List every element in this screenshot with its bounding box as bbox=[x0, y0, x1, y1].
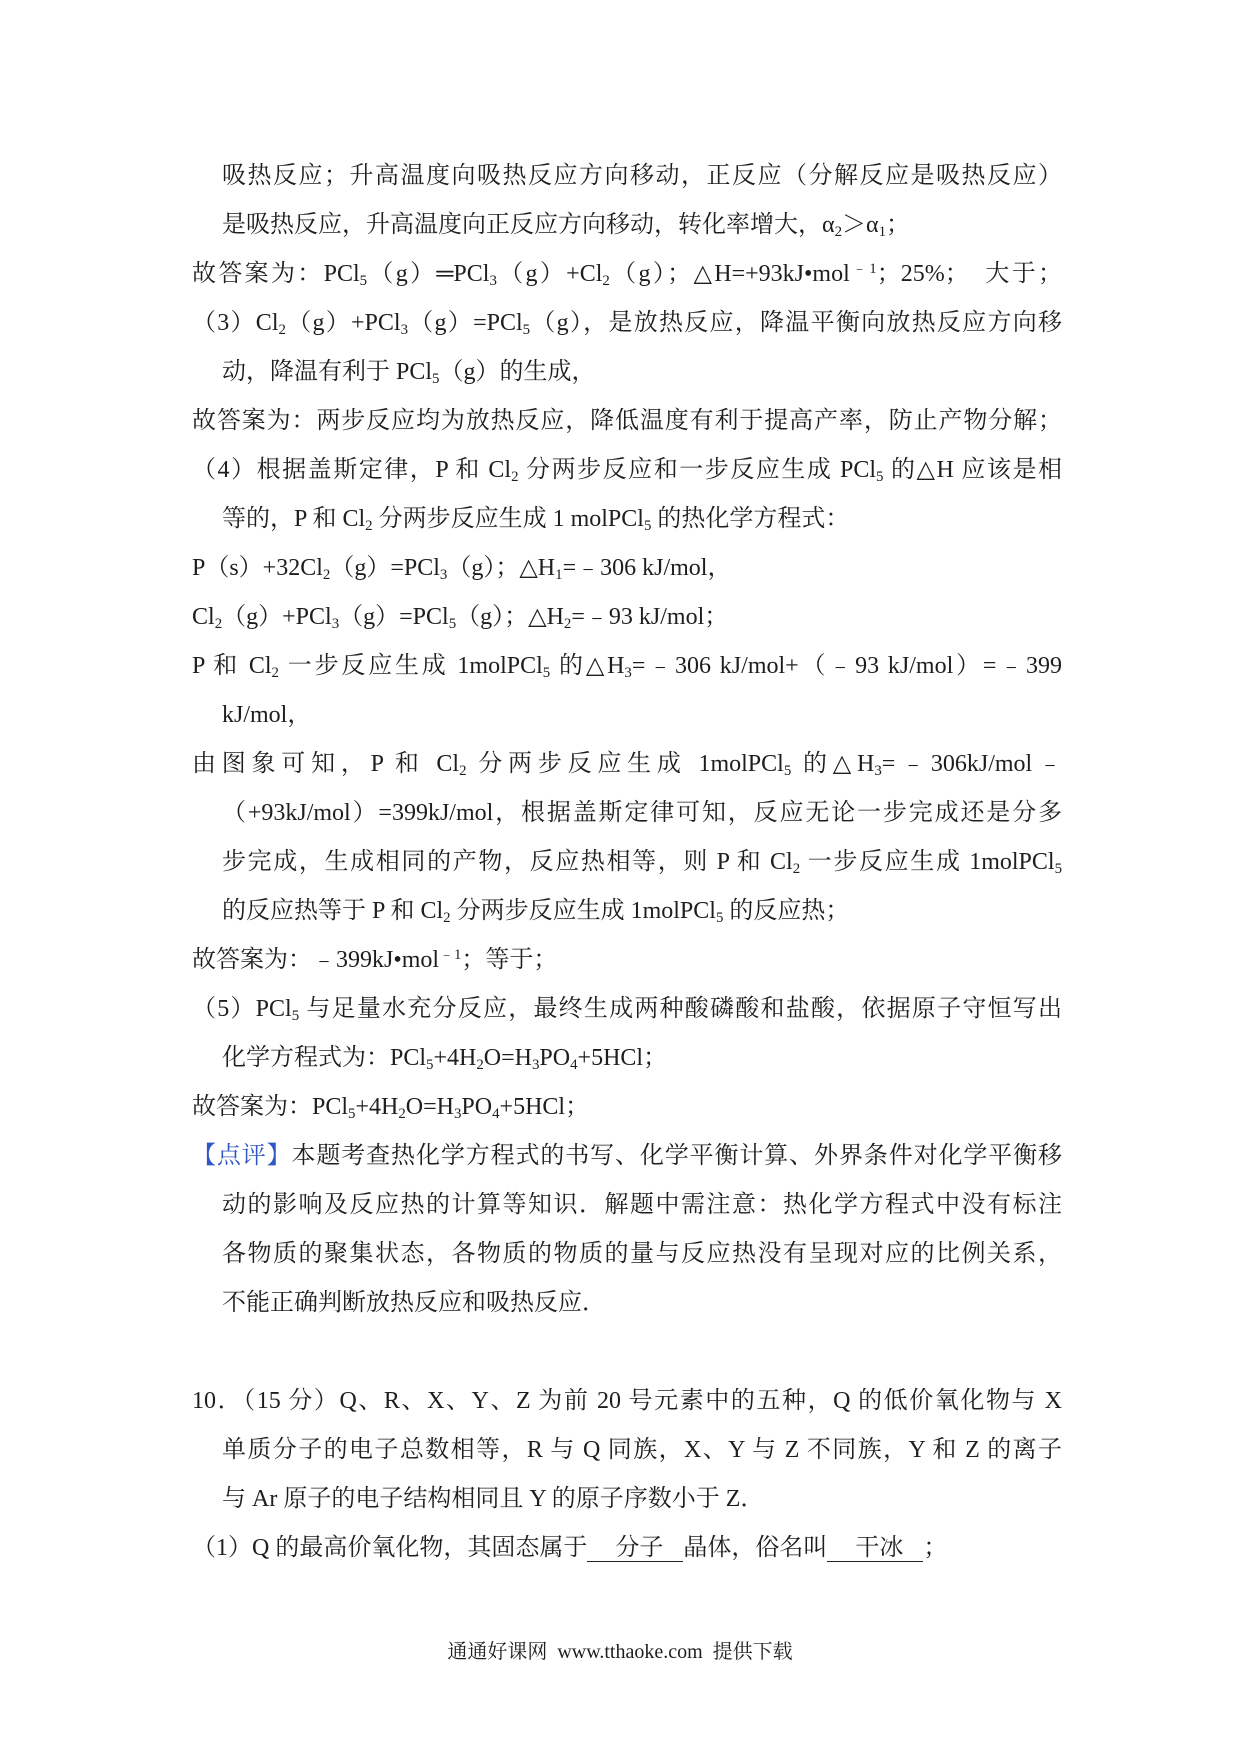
subscript: 2 bbox=[365, 518, 373, 535]
subscript: 3 bbox=[400, 322, 408, 339]
analysis-line: （+93kJ/mol）=399kJ/mol，根据盖斯定律可知，反应无论一步完成还是分多 bbox=[222, 800, 1062, 826]
question-10 bbox=[192, 1377, 1062, 1573]
subscript: 3 bbox=[874, 763, 882, 780]
subscript: 1 bbox=[555, 567, 563, 584]
subscript: 2 bbox=[398, 1106, 406, 1123]
subscript: 2 bbox=[322, 567, 331, 584]
subscript: 5 bbox=[522, 322, 531, 339]
question-part-1-line: （1）Q 的最高价氧化物，其固态属于 分子 晶体，俗名叫 干冰 ； bbox=[192, 1535, 948, 1561]
analysis-line: 步完成，生成相同的产物，反应热相等，则 P 和 $Cl_2$ 一步反应生成 1molPCl$_5$ bbox=[222, 849, 1063, 878]
analysis-line: 动，降温有利于 PCl$_5$（g）的生成， bbox=[222, 359, 596, 388]
analysis-line: （5）PCl$_5$ 与足量水充分反应，最终生成两种酸磷酸和盐酸，依据原子守恒写出 bbox=[192, 996, 1063, 1025]
answer-blank: 分子 bbox=[587, 1536, 683, 1562]
comment-line: 各物质的聚集状态，各物质的物质的量与反应热没有呈现对应的比例关系， bbox=[222, 1241, 1062, 1267]
comment-line: 动的影响及反应热的计算等知识．解题中需注意：热化学方程式中没有标注 bbox=[222, 1192, 1062, 1218]
question-stem-line: 10．（15 分）Q、R、X、Y、Z 为前 20 号元素中的五种，Q 的低价氧化物与 X bbox=[192, 1388, 1062, 1414]
analysis-line: $(3)Cl_2(g)+PCl_3(g)=PCl_5(g)$，是放热反应，降温平衡向放热反应方向移 bbox=[192, 310, 1062, 339]
subscript: 3 bbox=[439, 567, 448, 584]
equation-line: $P(s)+32Cl_2(g)=PCl_3(g)$；$\triangle H_1=﹣306$ kJ/mol， bbox=[192, 555, 732, 584]
subscript: 5 bbox=[783, 763, 792, 780]
analysis-line: （4）根据盖斯定律，P 和 $Cl_2$ 分两步反应和一步反应生成 PCl$_5$ 的△H 应该是相 bbox=[192, 457, 1062, 486]
subscript: 2 bbox=[563, 616, 572, 633]
subscript: 5 bbox=[448, 616, 457, 633]
equation-line: $Cl_2(g)+PCl_3(g)=PCl_5(g)$；$\triangle H_2=﹣93$ kJ/mol； bbox=[192, 604, 729, 633]
subscript: 5 bbox=[643, 518, 652, 535]
comment-section bbox=[192, 1132, 1062, 1328]
subscript: 2 bbox=[271, 665, 279, 682]
answer-line: 故答案为：两步反应均为放热反应，降低温度有利于提高产率，防止产物分解； bbox=[192, 408, 1062, 434]
analysis-line: 是吸热反应，升高温度向正反应方向移动，转化率增大，$\alpha_2>\alpha_1$； bbox=[222, 212, 911, 241]
subscript: 3 bbox=[331, 616, 340, 633]
subscript: 5 bbox=[359, 273, 368, 290]
subscript: 1 bbox=[878, 224, 887, 241]
analysis-part-5 bbox=[192, 985, 1062, 1132]
subscript: 5 bbox=[432, 371, 440, 388]
superscript: ﹣1 bbox=[849, 260, 877, 277]
analysis-line: P 和 $Cl_2$ 一步反应生成 1molPCl$_5$ 的$\triangle H_3=﹣306$ kJ/mol+（﹣93 kJ/mol）=﹣399 bbox=[192, 653, 1062, 682]
superscript: ﹣1 bbox=[439, 946, 462, 963]
question-stem-line: 与 Ar 原子的电子结构相同且 Y 的原子序数小于 Z． bbox=[222, 1486, 765, 1512]
subscript: 2 bbox=[214, 616, 223, 633]
subscript: 5 bbox=[291, 1008, 300, 1025]
question-stem-line: 单质分子的电子总数相等，R 与 Q 同族，X、Y 与 Z 不同族，Y 和 Z 的离子 bbox=[222, 1437, 1062, 1463]
analysis-part-2 bbox=[192, 152, 1062, 299]
subscript: 3 bbox=[489, 273, 497, 290]
analysis-line: 由图象可知，P 和 $Cl_2$ 分两步反应生成 1molPCl$_5$ 的$\triangle H_3=﹣306kJ/mol﹣$ bbox=[192, 751, 1062, 780]
answer-blank: 干冰 bbox=[827, 1536, 923, 1562]
subscript: 2 bbox=[511, 469, 519, 486]
subscript: 2 bbox=[443, 910, 451, 927]
comment-line: 不能正确判断放热反应和吸热反应． bbox=[222, 1290, 606, 1316]
subscript: 4 bbox=[492, 1106, 500, 1123]
subscript: 2 bbox=[278, 322, 286, 339]
subscript: 2 bbox=[602, 273, 610, 290]
subscript: 5 bbox=[1054, 861, 1063, 878]
page-footer: 通通好课网 www.tthaoke.com 提供下载 bbox=[447, 1641, 793, 1663]
analysis-line: 化学方程式为：$PCl_5+4H_2O=H_3PO_4+5HCl$； bbox=[222, 1045, 668, 1074]
comment-line: 【点评】本题考查热化学方程式的书写、化学平衡计算、外界条件对化学平衡移 bbox=[192, 1143, 1062, 1169]
subscript: 5 bbox=[426, 1057, 434, 1074]
answer-line: 故答案为：$PCl_5+4H_2O=H_3PO_4+5HCl$； bbox=[192, 1094, 590, 1123]
subscript: 5 bbox=[348, 1106, 356, 1123]
subscript: 5 bbox=[542, 665, 551, 682]
subscript: 2 bbox=[792, 861, 801, 878]
subscript: 2 bbox=[459, 763, 467, 780]
answer-line: 故答案为：$PCl_5(g)═PCl_3(g)+Cl_2(g)$；△H=+93kJ•mol$^{﹣1}$；25%； 大于； bbox=[192, 260, 1063, 290]
analysis-part-4 bbox=[192, 446, 1062, 985]
analysis-line: 的反应热等于 P 和 $Cl_2$ 分两步反应生成 1molPCl$_5$ 的反应热； bbox=[222, 898, 850, 927]
section-spacer bbox=[192, 1328, 1062, 1377]
document-body bbox=[192, 152, 1062, 1573]
comment-tag: 【点评】 bbox=[192, 1143, 292, 1169]
subscript: 2 bbox=[834, 224, 843, 241]
answer-line: 故答案为：﹣399kJ•mol$^{﹣1}$；等于； bbox=[192, 946, 558, 973]
subscript: 3 bbox=[453, 1106, 462, 1123]
analysis-line: 吸热反应；升高温度向吸热反应方向移动，正反应（分解反应是吸热反应） bbox=[222, 163, 1062, 189]
subscript: 3 bbox=[531, 1057, 540, 1074]
subscript: 5 bbox=[876, 469, 884, 486]
subscript: 2 bbox=[476, 1057, 484, 1074]
subscript: 3 bbox=[624, 665, 632, 682]
analysis-line: kJ/mol， bbox=[222, 702, 312, 728]
analysis-part-3 bbox=[192, 299, 1062, 446]
subscript: 5 bbox=[715, 910, 724, 927]
subscript: 4 bbox=[570, 1057, 578, 1074]
analysis-line: 等的，P 和 $Cl_2$ 分两步反应生成 1 molPCl$_5$ 的热化学方程式： bbox=[222, 506, 850, 535]
